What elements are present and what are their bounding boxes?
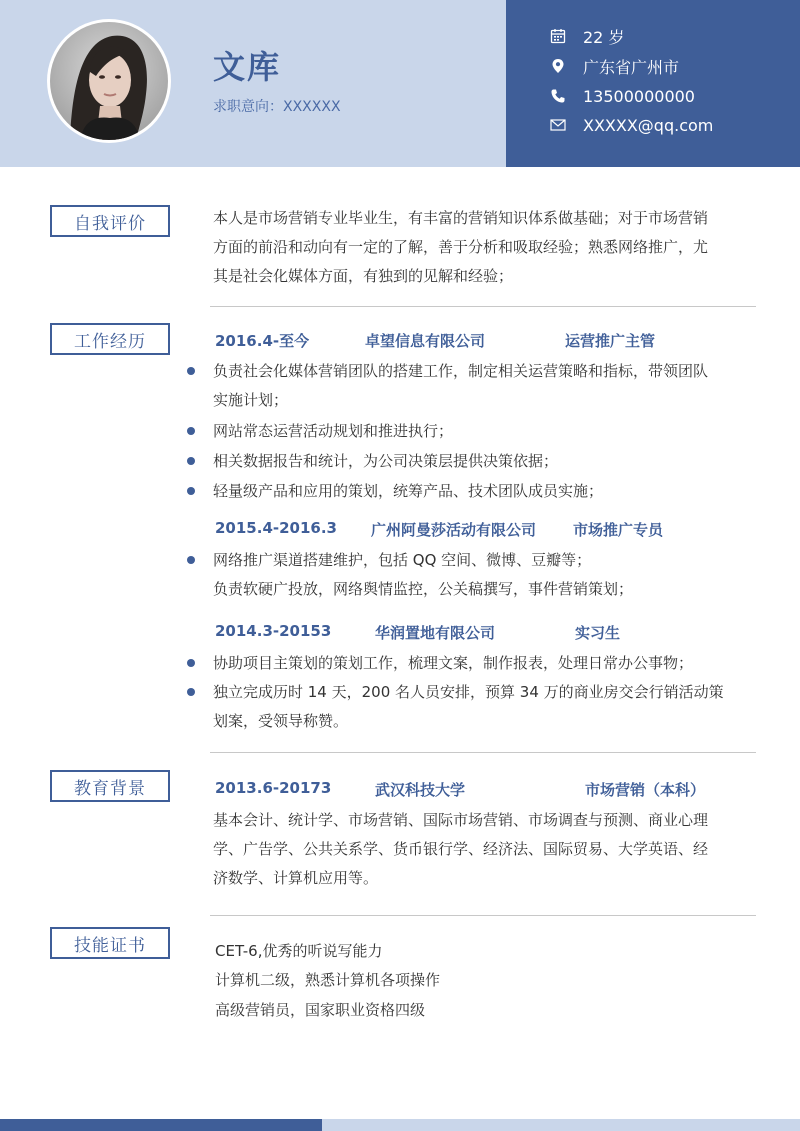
contact-email xyxy=(549,114,713,136)
education-school: 武汉科技大学 xyxy=(375,781,466,799)
bullet-line: 实施计划； xyxy=(213,391,289,409)
candidate-name: 文库 xyxy=(213,48,282,86)
section-divider xyxy=(210,915,756,916)
mail-icon xyxy=(549,116,567,134)
bullet-dot xyxy=(187,556,195,564)
job-bullet xyxy=(213,649,758,678)
bullet-dot xyxy=(187,367,195,375)
email-text: XXXXX@qq.com xyxy=(583,115,714,135)
course-line: 学、广告学、公共关系学、货币银行学、经济法、国际贸易、大学英语、经 xyxy=(213,840,709,858)
contact-age xyxy=(549,25,624,47)
contact-phone xyxy=(549,85,695,107)
bullet-line: 网络推广渠道搭建维护，包括 QQ 空间、微博、豆瓣等； xyxy=(213,551,592,569)
avatar xyxy=(47,19,171,143)
job-position: 市场推广专员 xyxy=(573,521,664,539)
bullet-dot xyxy=(187,457,195,465)
bullet-line: 网站常态运营活动规划和推进执行； xyxy=(213,422,454,440)
location-pin-icon xyxy=(549,57,567,75)
education-period: 2013.6-20173 xyxy=(215,779,332,797)
job-intent: 求职意向：XXXXXX xyxy=(213,99,341,115)
phone-icon xyxy=(549,87,567,105)
bullet-line: 相关数据报告和统计，为公司决策层提供决策依据； xyxy=(213,452,559,470)
section-title-skills: 技能证书 xyxy=(50,927,170,959)
section-divider xyxy=(210,752,756,753)
job-header xyxy=(215,330,775,352)
job-company: 卓望信息有限公司 xyxy=(365,332,486,350)
bullet-line: 负责软硬广投放，网络舆情监控，公关稿撰写，事件营销策划； xyxy=(213,580,634,598)
section-title-education: 教育背景 xyxy=(50,770,170,802)
education-major: 市场营销（本科） xyxy=(585,781,706,799)
course-line: 济数学、计算机应用等。 xyxy=(213,869,379,887)
education-header xyxy=(215,779,775,801)
job-period: 2016.4-至今 xyxy=(215,332,310,350)
bullet-dot xyxy=(187,659,195,667)
bullet-line: 轻量级产品和应用的策划，统筹产品、技术团队成员实施； xyxy=(213,482,604,500)
section-divider xyxy=(210,306,756,307)
job-position: 运营推广主管 xyxy=(565,332,656,350)
footer-band-dark xyxy=(0,1119,322,1131)
contact-location xyxy=(549,55,679,77)
bullet-line: 负责社会化媒体营销团队的搭建工作，制定相关运营策略和指标，带领团队 xyxy=(213,362,709,380)
job-period: 2014.3-20153 xyxy=(215,622,332,640)
course-line: 基本会计、统计学、市场营销、国际市场营销、市场调查与预测、商业心理 xyxy=(213,811,709,829)
self-evaluation-text xyxy=(213,204,763,291)
self-line: 方面的前沿和动向有一定的了解，善于分析和吸取经验；熟悉网络推广，尤 xyxy=(213,238,709,256)
bullet-line: 独立完成历时 14 天，200 名人员安排，预算 34 万的商业房交会行销活动策 xyxy=(213,683,724,701)
job-bullet xyxy=(213,546,758,604)
footer-band-light xyxy=(322,1119,800,1131)
bullet-dot xyxy=(187,487,195,495)
job-header xyxy=(215,622,775,644)
self-line: 本人是市场营销专业毕业生，有丰富的营销知识体系做基础；对于市场营销 xyxy=(213,209,709,227)
job-bullet xyxy=(213,447,758,476)
job-bullet xyxy=(213,417,758,446)
job-header xyxy=(215,519,775,541)
job-position: 实习生 xyxy=(575,624,621,642)
job-bullet xyxy=(213,357,758,415)
location-text: 广东省广州市 xyxy=(583,57,680,77)
job-bullet xyxy=(213,678,758,736)
job-bullet xyxy=(213,477,758,506)
job-company: 华润置地有限公司 xyxy=(375,624,496,642)
skill-item: 计算机二级，熟悉计算机各项操作 xyxy=(215,971,441,989)
section-title-work-experience: 工作经历 xyxy=(50,323,170,355)
self-line: 其是社会化媒体方面，有独到的见解和经验； xyxy=(213,267,514,285)
job-company: 广州阿曼莎活动有限公司 xyxy=(371,521,537,539)
bullet-line: 划案，受领导称赞。 xyxy=(213,712,349,730)
section-title-self-evaluation: 自我评价 xyxy=(50,205,170,237)
job-period: 2015.4-2016.3 xyxy=(215,519,337,537)
age-text: 22 岁 xyxy=(583,27,625,47)
phone-text: 13500000000 xyxy=(583,86,695,106)
profile-photo xyxy=(50,22,168,140)
bullet-dot xyxy=(187,688,195,696)
bullet-dot xyxy=(187,427,195,435)
calendar-icon xyxy=(549,27,567,45)
bullet-line: 协助项目主策划的策划工作，梳理文案，制作报表，处理日常办公事物； xyxy=(213,654,694,672)
skill-item: CET-6,优秀的听说写能力 xyxy=(215,942,383,960)
skill-item: 高级营销员，国家职业资格四级 xyxy=(215,1001,426,1019)
education-courses xyxy=(213,806,763,893)
